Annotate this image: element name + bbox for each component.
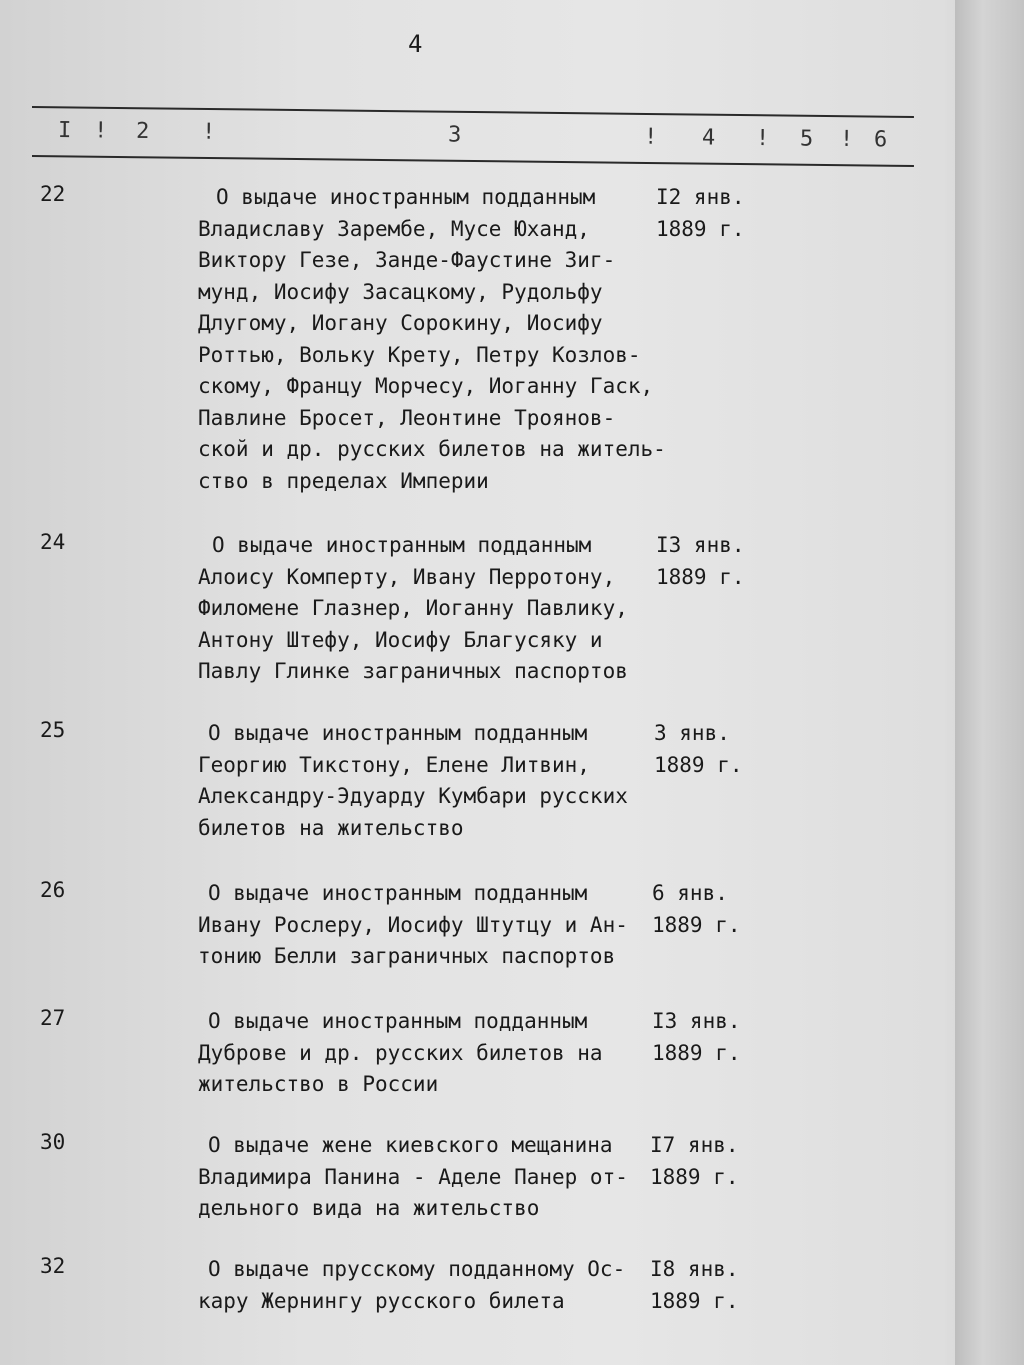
- header-top-rule: [32, 106, 914, 118]
- column-header-6: 6: [873, 127, 888, 153]
- entry-number: 32: [40, 1254, 66, 1278]
- entry-number: 26: [40, 878, 66, 902]
- column-separator: !: [93, 118, 108, 144]
- entry-description: О выдаче жене киевского мещанина Владимира Панина - Аделе Панер от- дельного вида на жительство: [198, 1133, 628, 1220]
- entry-number: 30: [40, 1130, 66, 1154]
- entry-description: О выдаче иностранным подданным Алоису Комперту, Ивану Перротону, Филомене Глазнер, Иоганну Павлику, Антону Штефу, Иосифу Благусяку и Павлу Глинке заграничных паспортов: [198, 533, 628, 683]
- entry-date-year: 1889 г.: [654, 752, 743, 777]
- column-header-2: 2: [135, 118, 150, 145]
- entry-date: [656, 530, 745, 593]
- column-separator: !: [755, 125, 770, 152]
- entry-date-day: I3 янв.: [652, 1009, 741, 1033]
- page-number: 4: [408, 30, 423, 58]
- entry-date: [652, 1006, 741, 1069]
- column-header-1: I: [57, 118, 72, 144]
- entry-date-day: I8 янв.: [650, 1257, 739, 1281]
- column-header-3: 3: [447, 122, 462, 148]
- entry-description: О выдаче иностранным подданным Георгию Тикстону, Елене Литвин, Александру-Эдуарду Кумбари русских билетов на жительство: [198, 721, 628, 840]
- entry-date-day: I3 янв.: [656, 533, 745, 557]
- entry-description: О выдаче прусскому подданному Ос- кару Жернингу русского билета: [198, 1257, 626, 1313]
- entry-number: 27: [40, 1006, 66, 1030]
- entry-date: [650, 1254, 739, 1317]
- entry-date-year: 1889 г.: [652, 1040, 741, 1065]
- entry-date-day: 3 янв.: [654, 721, 730, 745]
- entry-description: О выдаче иностранным подданным Владиславу Зарембе, Мусе Юханд, Виктору Гезе, Занде-Фаустине Зиг- мунд, Иосифу Засацкому, Рудольфу Длугому, Иогану Сорокину, Иосифу Роттью, Вольку Крету, Петру Козлов- скому, Францу Морчесу, Иоганну Гаск, Павлине Бросет, Леонтине Троянов- ской и др. русских билетов на житель- ство в пределах Империи: [198, 185, 666, 493]
- entry-date: [656, 182, 745, 245]
- column-header-5: 5: [799, 126, 814, 152]
- column-separator: !: [643, 124, 658, 150]
- entry-date-day: I2 янв.: [656, 185, 745, 209]
- column-separator: !: [839, 126, 854, 153]
- entry-date-year: 1889 г.: [656, 564, 745, 589]
- entry-number: 22: [40, 182, 66, 206]
- entry-description: О выдаче иностранным подданным Дуброве и др. русских билетов на жительство в России: [198, 1009, 603, 1096]
- entry-description: О выдаче иностранным подданным Ивану Рослеру, Иосифу Штутцу и Ан- тонию Белли заграничных паспортов: [198, 881, 628, 968]
- entry-number: 24: [40, 530, 66, 554]
- entry-date: [654, 718, 743, 781]
- entry-date-year: 1889 г.: [652, 912, 741, 937]
- entry-date-year: 1889 г.: [650, 1164, 739, 1189]
- column-separator: !: [201, 119, 216, 145]
- column-header-row: [56, 118, 906, 162]
- entry-date-year: 1889 г.: [650, 1288, 739, 1313]
- entry-date: [650, 1130, 739, 1193]
- column-header-4: 4: [701, 125, 716, 151]
- entry-date-year: 1889 г.: [656, 216, 745, 241]
- entry-date: [652, 878, 741, 941]
- page-edge-shadow: [955, 0, 1024, 1365]
- entry-date-day: 6 янв.: [652, 881, 728, 905]
- entry-date-day: I7 янв.: [650, 1133, 739, 1157]
- entry-number: 25: [40, 718, 66, 742]
